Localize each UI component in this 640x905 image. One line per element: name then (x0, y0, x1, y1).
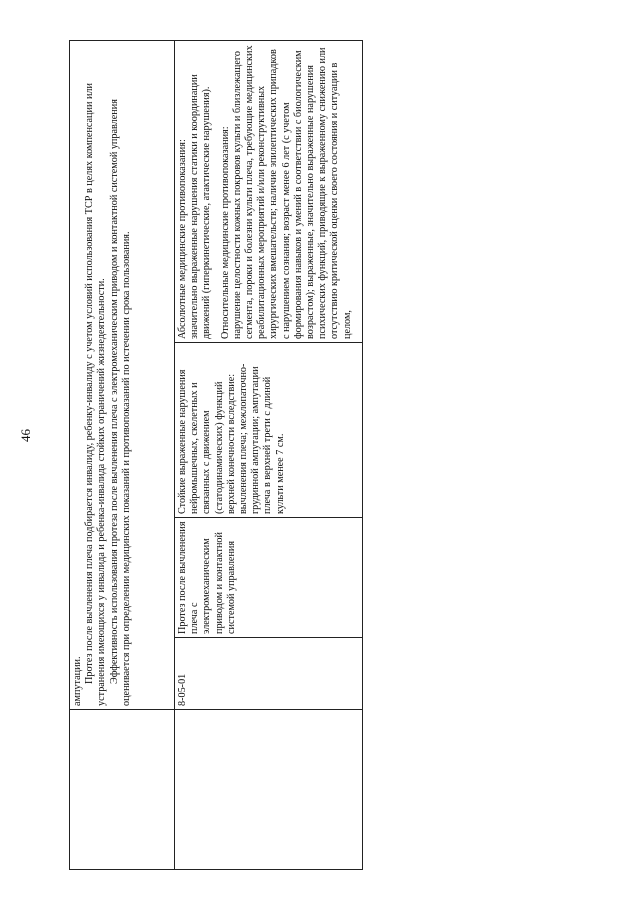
blank-cell (175, 710, 363, 870)
continuation-blank-cell (70, 710, 175, 870)
text-prosthesis-selection: Протез после вычленения плеча подбирается инвалиду, ребенку-инвалиду с учетом условий использования ТСР в целях компенсации или устранения имеющихся у инвалида и ребенка-инвалида стойких ограничений жизнедеятельности. (84, 83, 108, 706)
code-cell (175, 638, 363, 710)
table-row-continuation (70, 41, 175, 870)
text-amputation: ампутации. (72, 656, 83, 706)
absolute-contra-text: значительно выраженные нарушения статики и координации движений (гиперкинетические, атактические нарушения). (189, 74, 213, 339)
relative-contra-text: нарушение целостности кожных покровов культи и близлежащего сегмента, пороки и болезни культи плеча, требующие медицинских реабилитационных мероприятий и/или реконструктивных хирургических вмешательств; наличие эпилептических припадков с нарушением сознания; возраст менее 6 лет (с учетом формирования навыков и умений в соответствии с биологическим возрастом); выраженные, значительно выраженные нарушения психических функций, приводящие к выраженному снижению или отсутствию критической оценки своего состояния и ситуации в целом, (231, 45, 353, 339)
page-number: 46 (18, 429, 33, 442)
relative-contra-title: Относительные медицинские противопоказания: (219, 126, 231, 339)
table-row (175, 41, 363, 870)
text-effectiveness: Эффективность использования протеза после вычленения плеча с электромеханическим приводом и контактной системой управления оценивается при определении медицинских показаний и противопоказаний по истечении срока пользования. (108, 99, 132, 706)
item-code: 8-05-01 (177, 673, 188, 706)
indications-text: Стойкие выраженные нарушения нейромышечных, скелетных и связанных с движением (статодинамических) функций верхней конечности вследствие: вычленения плеча; межлопаточно-грудинной ампутации; ампутации плеча в верхней трети с длиной культи менее 7 см. (177, 363, 286, 514)
rotated-page (69, 40, 569, 870)
name-cell (175, 518, 363, 638)
item-name: Протез после вычленения плеча с электромеханическим приводом и контактной системой управления (177, 521, 237, 634)
absolute-contra-title: Абсолютные медицинские противопоказания: (177, 139, 188, 339)
indications-cell (175, 343, 363, 518)
medical-table (69, 40, 363, 870)
contraindications-cell (175, 41, 363, 343)
continuation-text-cell (70, 41, 175, 710)
